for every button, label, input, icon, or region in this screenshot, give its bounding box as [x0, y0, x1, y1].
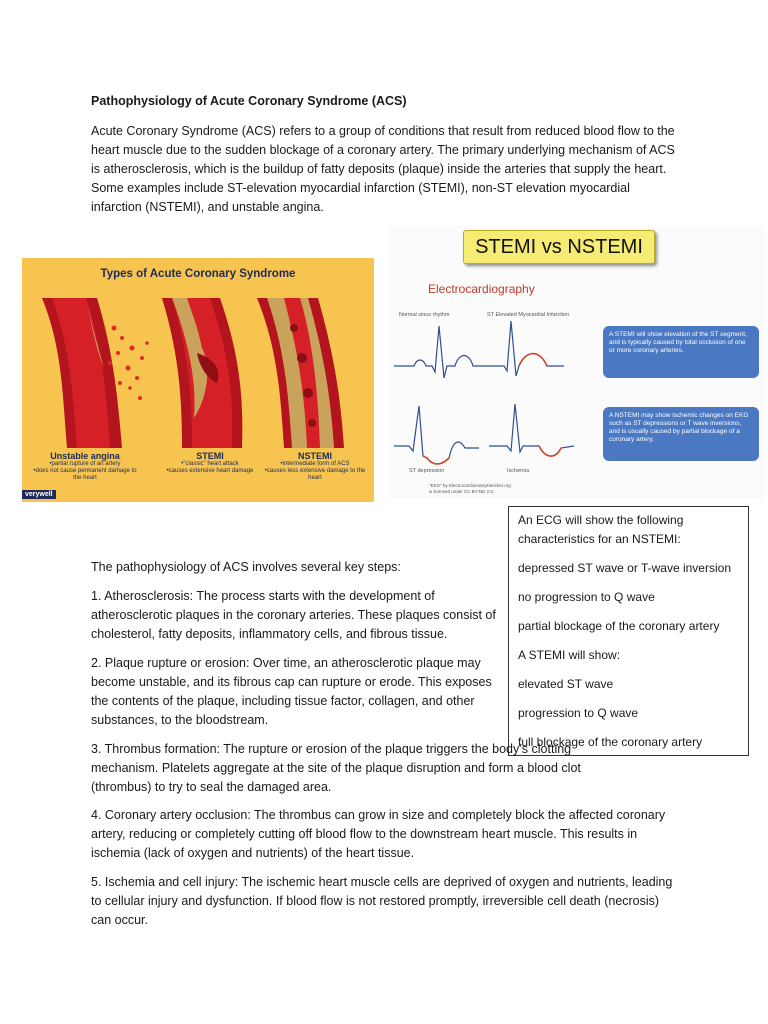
artery-stemi — [162, 298, 242, 448]
stemi-item: elevated ST wave — [518, 677, 614, 691]
nstemi-item: no progression to Q wave — [518, 590, 655, 604]
ecg-characteristics-box — [508, 506, 749, 756]
nstemi-item: partial blockage of the coronary artery — [518, 619, 720, 633]
type-description: •intermediate form of ACS •causes less extensive damage to the heart — [264, 461, 366, 481]
stemi-intro: A STEMI will show: — [518, 648, 621, 662]
stemi-item: progression to Q wave — [518, 706, 639, 720]
stemi-item: full blockage of the coronary artery — [518, 735, 703, 749]
label-unstable-angina — [30, 451, 140, 482]
caption-normal: Normal sinus rhythm — [399, 312, 450, 318]
artery-nstemi — [257, 298, 344, 448]
steps-intro: The pathophysiology of ACS involves several key steps: — [91, 560, 401, 574]
type-description: •"classic" heart attack •causes extensive heart damage — [166, 461, 254, 474]
caption-source: "EKG" by Electrocardiomatrykinecker.org is licensed under CC BY-ND 2.0. — [429, 483, 511, 494]
acs-types-figure — [22, 258, 374, 502]
trace-normal — [394, 326, 489, 378]
trace-st-depression — [394, 406, 479, 464]
step-3: 3. Thrombus formation: The rupture or erosion of the plaque triggers the body’s clotting mechanism. Platelets aggregate at the site of the plaque disruption and form a blood clot (thrombus) to try to seal the damaged area. — [91, 742, 581, 794]
label-nstemi — [260, 451, 370, 482]
document-title: Pathophysiology of Acute Coronary Syndrome (ACS) — [91, 94, 407, 108]
brand-logo: verywell — [22, 490, 56, 499]
step-4: 4. Coronary artery occlusion: The thrombus can grow in size and completely block the affected coronary artery, reducing or completely cutting off blood flow to the downstream heart muscle. This results in ischemia (lack of oxygen and nutrients) of the heart tissue. — [91, 808, 666, 860]
caption-st-depression: ST depression — [409, 468, 445, 474]
step-2: 2. Plaque rupture or erosion: Over time, an atherosclerotic plaque may become unstable, and its fibrous cap can rupture or erode. This exposes the contents of the plaque, including tissue factor, collagen, and other substances, to the bloodstream. — [91, 656, 492, 727]
stemi-note: A STEMI will show elevation of the ST segment, and is typically caused by total occlusion of one or more coronary arteries. — [603, 326, 759, 378]
ecg-heading: Electrocardiography — [428, 282, 535, 296]
caption-ischemia: Ischemia — [507, 468, 530, 474]
caption-stemi: ST Elevated Myocardial Infarction — [487, 312, 570, 318]
box-intro: An ECG will show the following characteristics for an NSTEMI: — [518, 513, 684, 546]
label-stemi — [155, 451, 265, 475]
artery-unstable-angina — [42, 298, 149, 448]
step-5: 5. Ischemia and cell injury: The ischemic heart muscle cells are deprived of oxygen and nutrients, leading to cellular injury and dysfunction. If blood flow is not restored promptly, irreversible cell death (necrosis) can occur. — [91, 875, 673, 927]
trace-stemi — [489, 321, 564, 376]
step-1: 1. Atherosclerosis: The process starts with the development of atherosclerotic plaques in the coronary arteries. These plaques consist of cholesterol, fatty deposits, inflammatory cells, and fibrous tissue. — [91, 589, 496, 641]
type-description: •partial rupture of an artery •does not cause permanent damage to the heart — [33, 461, 137, 481]
type-name: Unstable angina — [50, 451, 120, 461]
intro-paragraph: Acute Coronary Syndrome (ACS) refers to a group of conditions that result from reduced blood flow to the heart muscle due to the sudden blockage of a coronary artery. The primary underlying mechanism of ACS is atherosclerosis, which is the buildup of fatty deposits (plaque) inside the arteries that supply the heart. Some examples include ST-elevation myocardial infarction (STEMI), non-ST elevation myocardial infarction (NSTEMI), and unstable angina. — [91, 124, 675, 214]
nstemi-item: depressed ST wave or T-wave inversion — [518, 561, 731, 575]
figure-title: STEMI vs NSTEMI — [463, 230, 655, 264]
figure-title: Types of Acute Coronary Syndrome — [100, 268, 296, 280]
trace-stemi-highlight — [519, 354, 547, 366]
type-name: STEMI — [196, 451, 224, 461]
stemi-vs-nstemi-figure — [389, 226, 765, 498]
type-name: NSTEMI — [297, 451, 332, 461]
nstemi-note: A NSTEMI may show ischemic changes on EKG such as ST depressions or T wave inversions, and is usually caused by partial blockage of a coronary artery. — [603, 407, 759, 461]
